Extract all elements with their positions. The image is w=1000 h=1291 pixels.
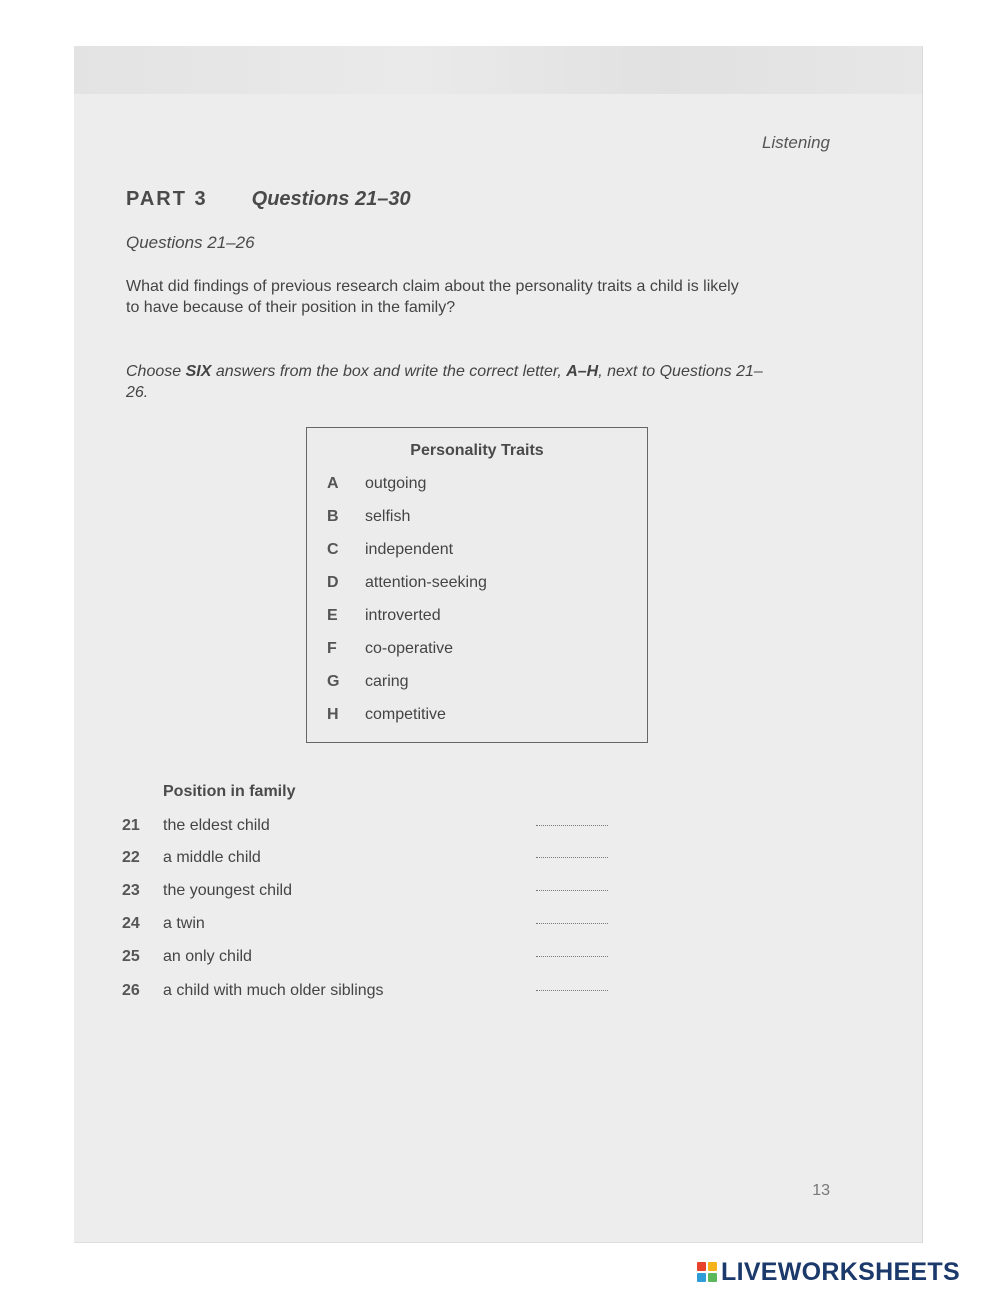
instruction-letter-range: A–H: [566, 363, 599, 380]
trait-label: attention-seeking: [365, 574, 487, 591]
liveworksheets-wordmark: LIVEWORKSHEETS: [721, 1257, 960, 1286]
liveworksheets-logo-icon: [697, 1262, 717, 1282]
answer-blank[interactable]: [536, 956, 608, 957]
trait-item: [307, 640, 647, 664]
liveworksheets-logo[interactable]: [697, 1258, 960, 1286]
traits-box-title: Personality Traits: [410, 442, 544, 459]
position-heading: Position in family: [163, 783, 296, 800]
answer-blank[interactable]: [536, 890, 608, 891]
question-number: 22: [122, 849, 140, 866]
question-row: [122, 817, 622, 841]
page-number: 13: [812, 1182, 830, 1199]
answer-blank[interactable]: [536, 825, 608, 826]
question-prompt: What did findings of previous research claim about the personality traits a child is likely to have because of their position in the family?: [126, 278, 739, 316]
trait-item: [307, 607, 647, 631]
trait-letter: A: [327, 475, 339, 492]
trait-letter: F: [327, 640, 337, 657]
question-number: 24: [122, 915, 140, 932]
trait-item: [307, 706, 647, 730]
question-text: a child with much older siblings: [163, 982, 384, 999]
scan-top-band: [74, 46, 922, 94]
question-number: 23: [122, 882, 140, 899]
questions-subheading: Questions 21–26: [126, 233, 255, 252]
question-text: a middle child: [163, 849, 261, 866]
question-row: [122, 915, 622, 939]
trait-item: [307, 475, 647, 499]
trait-label: co-operative: [365, 640, 454, 657]
worksheet-page: [74, 46, 923, 1243]
trait-letter: H: [327, 706, 339, 723]
trait-item: [307, 673, 647, 697]
trait-label: introverted: [365, 607, 441, 624]
trait-letter: G: [327, 673, 340, 690]
trait-label: selfish: [365, 508, 411, 525]
question-text: the eldest child: [163, 817, 270, 834]
question-row: [122, 849, 622, 873]
personality-traits-box: [306, 427, 648, 743]
question-number: 26: [122, 982, 140, 999]
trait-letter: C: [327, 541, 339, 558]
question-text: an only child: [163, 948, 252, 965]
question-text: the youngest child: [163, 882, 292, 899]
question-row: [122, 882, 622, 906]
trait-label: independent: [365, 541, 454, 558]
trait-letter: B: [327, 508, 339, 525]
question-number: 25: [122, 948, 140, 965]
trait-item: [307, 541, 647, 565]
trait-item: [307, 574, 647, 598]
trait-item: [307, 508, 647, 532]
question-row: [122, 948, 622, 972]
part-questions-range: Questions 21–30: [251, 188, 411, 210]
question-number: 21: [122, 817, 140, 834]
instruction-count: SIX: [185, 363, 212, 380]
section-label: Listening: [761, 133, 830, 152]
trait-letter: D: [327, 574, 339, 591]
answer-blank[interactable]: [536, 923, 608, 924]
instruction-text: Choose SIX answers from the box and write the correct letter, A–H, next to Questions 21–26.: [126, 363, 763, 401]
trait-label: caring: [365, 673, 409, 690]
part-title: [126, 188, 411, 211]
question-row: [122, 982, 622, 1006]
trait-label: outgoing: [365, 475, 427, 492]
answer-blank[interactable]: [536, 857, 608, 858]
question-text: a twin: [163, 915, 205, 932]
trait-letter: E: [327, 607, 338, 624]
answer-blank[interactable]: [536, 990, 608, 991]
part-label: PART 3: [126, 188, 208, 210]
trait-label: competitive: [365, 706, 446, 723]
